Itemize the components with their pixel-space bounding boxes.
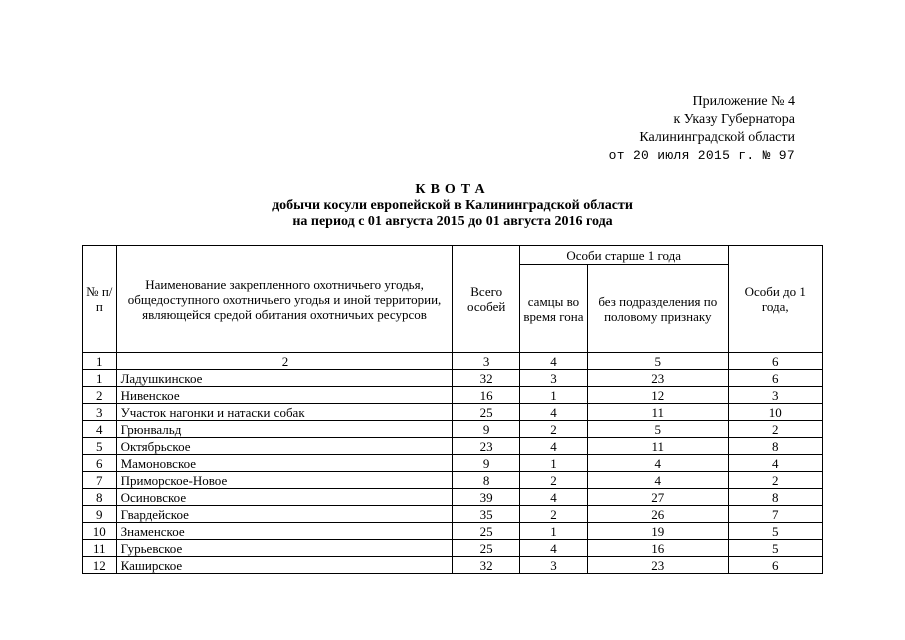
cell-num: 12 bbox=[83, 557, 117, 574]
cell-name: Грюнвальд bbox=[116, 421, 453, 438]
cell-males: 1 bbox=[519, 455, 587, 472]
cell-num: 5 bbox=[83, 438, 117, 455]
header-num: № п/п bbox=[83, 246, 117, 353]
column-number: 1 bbox=[83, 353, 117, 370]
quota-table bbox=[82, 245, 823, 574]
cell-name: Гурьевское bbox=[116, 540, 453, 557]
cell-name: Ладушкинское bbox=[116, 370, 453, 387]
cell-young: 8 bbox=[728, 438, 822, 455]
cell-any: 11 bbox=[588, 404, 728, 421]
cell-males: 2 bbox=[519, 472, 587, 489]
cell-total: 25 bbox=[453, 404, 519, 421]
header-name: Наименование закрепленного охотничьего угодья, общедоступного охотничьего угодья и иной территории, являющейся средой обитания охотничьих ресурсов bbox=[116, 246, 453, 353]
cell-name: Знаменское bbox=[116, 523, 453, 540]
quota-table-body bbox=[83, 353, 823, 574]
cell-any: 16 bbox=[588, 540, 728, 557]
column-number-row bbox=[83, 353, 823, 370]
cell-young: 6 bbox=[728, 557, 822, 574]
cell-young: 2 bbox=[728, 472, 822, 489]
title-period: на период с 01 августа 2015 до 01 августа 2016 года bbox=[292, 214, 613, 229]
cell-total: 9 bbox=[453, 421, 519, 438]
cell-num: 1 bbox=[83, 370, 117, 387]
cell-num: 9 bbox=[83, 506, 117, 523]
table-row bbox=[83, 489, 823, 506]
cell-name: Приморское-Новое bbox=[116, 472, 453, 489]
cell-name: Осиновское bbox=[116, 489, 453, 506]
column-number: 6 bbox=[728, 353, 822, 370]
cell-males: 3 bbox=[519, 370, 587, 387]
cell-any: 4 bbox=[588, 472, 728, 489]
cell-total: 25 bbox=[453, 540, 519, 557]
cell-young: 6 bbox=[728, 370, 822, 387]
cell-total: 35 bbox=[453, 506, 519, 523]
cell-young: 5 bbox=[728, 540, 822, 557]
header-young: Особи до 1 года, bbox=[728, 246, 822, 353]
cell-name: Каширское bbox=[116, 557, 453, 574]
cell-name: Участок нагонки и натаски собак bbox=[116, 404, 453, 421]
cell-total: 9 bbox=[453, 455, 519, 472]
column-number: 3 bbox=[453, 353, 519, 370]
cell-young: 5 bbox=[728, 523, 822, 540]
cell-any: 26 bbox=[588, 506, 728, 523]
cell-males: 1 bbox=[519, 387, 587, 404]
cell-num: 11 bbox=[83, 540, 117, 557]
table-row bbox=[83, 387, 823, 404]
cell-total: 25 bbox=[453, 523, 519, 540]
column-number: 2 bbox=[116, 353, 453, 370]
table-row bbox=[83, 404, 823, 421]
cell-young: 7 bbox=[728, 506, 822, 523]
cell-total: 32 bbox=[453, 557, 519, 574]
header-any: без подразделения по половому признаку bbox=[588, 265, 728, 353]
table-row bbox=[83, 523, 823, 540]
table-row bbox=[83, 557, 823, 574]
cell-name: Мамоновское bbox=[116, 455, 453, 472]
cell-any: 23 bbox=[588, 557, 728, 574]
cell-any: 4 bbox=[588, 455, 728, 472]
cell-num: 6 bbox=[83, 455, 117, 472]
cell-males: 4 bbox=[519, 404, 587, 421]
appendix-date: от 20 июля 2015 г. № 97 bbox=[608, 148, 795, 163]
header-males: самцы во время гона bbox=[519, 265, 587, 353]
cell-males: 4 bbox=[519, 489, 587, 506]
table-row bbox=[83, 421, 823, 438]
table-row bbox=[83, 438, 823, 455]
title-main: КВОТА bbox=[415, 182, 490, 197]
cell-young: 8 bbox=[728, 489, 822, 506]
cell-total: 32 bbox=[453, 370, 519, 387]
cell-num: 7 bbox=[83, 472, 117, 489]
cell-num: 2 bbox=[83, 387, 117, 404]
document-title bbox=[0, 182, 905, 230]
appendix-number: Приложение № 4 bbox=[692, 94, 795, 109]
cell-num: 3 bbox=[83, 404, 117, 421]
cell-num: 10 bbox=[83, 523, 117, 540]
title-subtitle: добычи косули европейской в Калининградской области bbox=[272, 198, 633, 213]
appendix-header bbox=[585, 93, 795, 165]
cell-males: 4 bbox=[519, 438, 587, 455]
cell-any: 23 bbox=[588, 370, 728, 387]
cell-total: 39 bbox=[453, 489, 519, 506]
cell-total: 8 bbox=[453, 472, 519, 489]
cell-any: 19 bbox=[588, 523, 728, 540]
header-total: Всего особей bbox=[453, 246, 519, 353]
column-number: 5 bbox=[588, 353, 728, 370]
cell-males: 2 bbox=[519, 506, 587, 523]
cell-young: 4 bbox=[728, 455, 822, 472]
cell-males: 1 bbox=[519, 523, 587, 540]
cell-young: 10 bbox=[728, 404, 822, 421]
cell-young: 2 bbox=[728, 421, 822, 438]
cell-any: 11 bbox=[588, 438, 728, 455]
table-row bbox=[83, 455, 823, 472]
cell-name: Нивенское bbox=[116, 387, 453, 404]
cell-any: 12 bbox=[588, 387, 728, 404]
table-row bbox=[83, 506, 823, 523]
cell-any: 5 bbox=[588, 421, 728, 438]
cell-males: 4 bbox=[519, 540, 587, 557]
cell-males: 3 bbox=[519, 557, 587, 574]
table-row bbox=[83, 472, 823, 489]
cell-total: 23 bbox=[453, 438, 519, 455]
appendix-decree: к Указу Губернатора bbox=[673, 112, 795, 127]
cell-any: 27 bbox=[588, 489, 728, 506]
table-row bbox=[83, 540, 823, 557]
cell-num: 4 bbox=[83, 421, 117, 438]
cell-young: 3 bbox=[728, 387, 822, 404]
column-number: 4 bbox=[519, 353, 587, 370]
header-older: Особи старше 1 года bbox=[519, 246, 728, 265]
cell-name: Октябрьское bbox=[116, 438, 453, 455]
appendix-region: Калининградской области bbox=[639, 130, 795, 145]
table-row bbox=[83, 370, 823, 387]
cell-num: 8 bbox=[83, 489, 117, 506]
cell-name: Гвардейское bbox=[116, 506, 453, 523]
cell-males: 2 bbox=[519, 421, 587, 438]
cell-total: 16 bbox=[453, 387, 519, 404]
